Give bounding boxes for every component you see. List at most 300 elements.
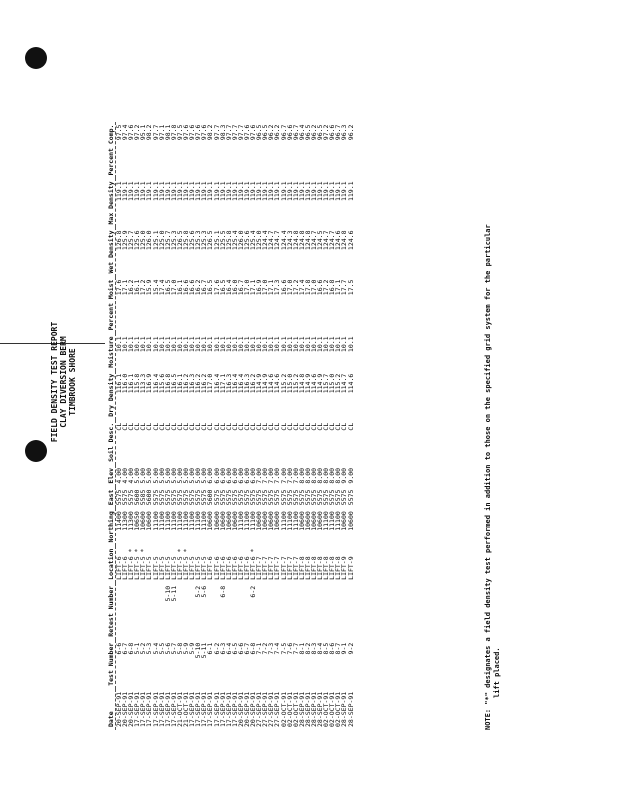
table-cell: 114.6 — [267, 373, 276, 394]
table-cell: LIFT-5 * — [139, 548, 148, 580]
table-cell: 5575 — [316, 489, 325, 506]
table-cell: 6.00 — [242, 467, 251, 484]
table-cell: 10600 — [145, 511, 154, 531]
table-cell: 5-10 — [194, 642, 203, 659]
table-cell: 116.2 — [249, 373, 258, 394]
table-cell: 125.9 — [121, 230, 130, 251]
table-cell: 119.1 — [145, 181, 154, 202]
table-cell: CL — [346, 422, 355, 431]
column-header: Wet Density — [108, 227, 116, 276]
table-cell: 5575 — [175, 489, 184, 506]
table-cell: 124.7 — [322, 230, 331, 251]
table-cell: 97.7 — [236, 124, 245, 141]
table-cell: 5-5 — [157, 642, 166, 655]
table-cell: 124.3 — [285, 230, 294, 251]
table-cell: 6-6 — [115, 642, 123, 655]
table-cell: 124.7 — [267, 230, 276, 251]
table-cell: 119.1 — [322, 181, 331, 202]
table-cell: 114.9 — [316, 373, 325, 394]
table-cell: CL — [249, 422, 258, 431]
table-cell: 8.00 — [328, 467, 337, 484]
table-cell: 10600 — [297, 511, 306, 531]
table-cell: 11100 — [291, 511, 300, 531]
table-cell: 17-SEP-91 — [206, 691, 215, 727]
column-header: Soil Desc. — [108, 420, 116, 465]
table-cell: 5575 — [121, 489, 130, 506]
table-cell: 5575 — [261, 489, 270, 506]
table-cell: 119.1 — [346, 181, 355, 202]
table-cell: 17.4 — [297, 279, 306, 296]
table-cell: 6-6 — [236, 642, 245, 655]
table-cell: 6.00 — [218, 467, 227, 484]
table-cell: 119.1 — [194, 181, 203, 202]
table-cell: 97.8 — [169, 124, 178, 141]
table-cell: 10.1 — [242, 336, 251, 353]
table-cell: 5-8 — [175, 642, 184, 655]
table-cell: 119.1 — [218, 181, 227, 202]
table-cell: 97.7 — [151, 124, 160, 141]
table-cell: 119.1 — [127, 181, 136, 202]
table-cell: 119.1 — [249, 181, 258, 202]
table-cell: 20-SEP-91 — [249, 691, 258, 727]
table-cell: 119.1 — [340, 181, 349, 202]
table-cell: LIFT-5 — [194, 556, 203, 580]
table-cell: LIFT-6 — [206, 556, 215, 580]
table-cell: 11100 — [285, 511, 294, 531]
table-cell: 28-SEP-91 — [310, 691, 318, 727]
table-cell: 125.3 — [200, 230, 209, 251]
table-cell: 96.2 — [267, 124, 276, 141]
table-cell: 96.4 — [297, 124, 306, 141]
table-cell: 17.1 — [267, 279, 276, 296]
table-cell: 5-11 — [169, 585, 178, 602]
table-cell: 119.1 — [273, 181, 282, 202]
table-cell: 17-SEP-91 — [157, 691, 166, 727]
table-cell: 16.6 — [182, 279, 191, 296]
table-cell: 6-1 — [206, 642, 215, 655]
table-cell: 28-SEP-91 — [340, 691, 349, 727]
table-cell: 125.0 — [255, 230, 264, 251]
table-cell: LIFT-9 — [340, 556, 349, 580]
table-cell: 114.9 — [303, 373, 312, 394]
table-cell: 02-OCT-91 — [322, 691, 331, 727]
table-cell: 119.1 — [157, 181, 166, 202]
table-cell: 5575 — [163, 489, 172, 506]
table-cell: 6-2 — [212, 642, 221, 655]
table-cell: 17.3 — [273, 279, 282, 296]
table-cell: 5-11 — [200, 642, 209, 659]
table-cell: 5575 — [267, 489, 276, 506]
table-cell: 17-SEP-91 — [224, 691, 233, 727]
table-cell: 119.1 — [163, 181, 172, 202]
table-cell: 27-SEP-91 — [267, 691, 276, 727]
table-cell: 115.7 — [322, 373, 331, 394]
table-cell: 5-4 — [151, 642, 160, 655]
table-cell: 96.6 — [285, 124, 294, 141]
table-cell: 10600 — [310, 511, 318, 531]
table-cell: CL — [212, 422, 221, 431]
table-cell: 97.7 — [212, 124, 221, 141]
table-cell: 125.0 — [139, 230, 148, 251]
table-cell: 116.3 — [242, 373, 251, 394]
table-cell: 125.6 — [188, 230, 197, 251]
table-cell: 6.00 — [224, 467, 233, 484]
table-cell: 116.3 — [188, 373, 197, 394]
table-cell: 02-OCT-91 — [328, 691, 337, 727]
table-cell: 6-4 — [224, 642, 233, 655]
table-cell: 119.1 — [133, 181, 142, 202]
table-cell: 114.8 — [297, 373, 306, 394]
table-cell: 16.4 — [224, 279, 233, 296]
table-cell: 10.1 — [169, 336, 178, 353]
table-cell: 7-5 — [279, 642, 288, 655]
table-cell: 5575 — [157, 489, 166, 506]
table-cell: 119.1 — [151, 181, 160, 202]
table-cell: 10.1 — [297, 336, 306, 353]
table-cell: CL — [139, 422, 148, 431]
table-cell: CL — [285, 422, 294, 431]
table-cell: 10.1 — [200, 336, 209, 353]
table-cell: 5575 — [169, 489, 178, 506]
table-cell: 97.2 — [322, 124, 331, 141]
table-cell: 5-7 — [169, 642, 178, 655]
table-cell: 17.0 — [242, 279, 251, 296]
table-cell: 5575 — [236, 489, 245, 506]
table-cell: 17-SEP-91 — [194, 691, 203, 727]
table-cell: 17.0 — [310, 279, 318, 296]
table-cell: 116.3 — [224, 373, 233, 394]
table-cell: 116.2 — [200, 373, 209, 394]
table-cell: 16.8 — [328, 279, 337, 296]
column-header: East — [108, 487, 116, 509]
table-cell: 5575 — [115, 489, 123, 506]
table-cell: 28-SEP-91 — [316, 691, 325, 727]
table-cell: 119.1 — [291, 181, 300, 202]
table-cell: 16.9 — [255, 279, 264, 296]
table-cell: 5575 — [224, 489, 233, 506]
table-cell: 124.7 — [328, 230, 337, 251]
table-cell: 97.7 — [224, 124, 233, 141]
table-cell: 10.1 — [249, 336, 258, 353]
table-cell: 5575 — [303, 489, 312, 506]
table-cell: 114.6 — [346, 373, 355, 394]
table-cell: 96.5 — [316, 124, 325, 141]
table-cell: 119.1 — [224, 181, 233, 202]
table-cell: 114.6 — [273, 373, 282, 394]
table-cell: 119.1 — [255, 181, 264, 202]
table-cell: 21-OCT-91 — [175, 691, 184, 727]
table-cell: 5575 — [346, 489, 355, 506]
table-cell: CL — [175, 422, 184, 431]
table-cell: 96.7 — [291, 124, 300, 141]
table-cell: 5575 — [188, 489, 197, 506]
table-cell: 10600 — [218, 511, 227, 531]
column-header: Percent Comp. — [108, 122, 116, 179]
table-cell: 10600 — [303, 511, 312, 531]
density-table — [108, 122, 354, 730]
table-cell: 113.3 — [139, 373, 148, 394]
table-cell: LIFT-8 — [316, 556, 325, 580]
table-cell: 10.1 — [145, 336, 154, 353]
table-cell: 119.1 — [261, 181, 270, 202]
table-cell: 20-SEP-91 — [121, 691, 130, 727]
table-cell: 10.1 — [230, 336, 239, 353]
table-cell: 16.6 — [279, 279, 288, 296]
table-cell: 6-7 — [242, 642, 251, 655]
table-cell: 5.00 — [182, 467, 191, 484]
table-cell: 116.5 — [169, 373, 178, 394]
table-cell — [116, 583, 123, 640]
table-cell: 119.1 — [242, 181, 251, 202]
table-cell: 6.00 — [249, 467, 258, 484]
table-cell: 20-SEP-91 — [115, 691, 123, 727]
table-cell: 11300 — [121, 511, 130, 531]
table-cell: CL — [127, 422, 136, 431]
table-cell: 96.5 — [261, 124, 270, 141]
table-cell: 96.5 — [255, 124, 264, 141]
table-cell: 17-SEP-91 — [212, 691, 221, 727]
table-cell: 10.1 — [310, 336, 318, 353]
table-cell: 17.1 — [249, 279, 258, 296]
table-cell: LIFT-5 * — [182, 548, 191, 580]
table-cell: 10600 — [267, 511, 276, 531]
table-cell: 10.1 — [224, 336, 233, 353]
table-cell: 8.00 — [303, 467, 312, 484]
table-cell: 9-2 — [346, 642, 355, 655]
table-cell: 10600 — [206, 511, 215, 531]
table-cell: 125.8 — [224, 230, 233, 251]
table-cell: LIFT-5 — [157, 556, 166, 580]
table-cell: LIFT-8 — [322, 556, 331, 580]
table-cell: 16.5 — [218, 279, 227, 296]
table-cell: 119.1 — [334, 181, 343, 202]
table-cell: 115.2 — [291, 373, 300, 394]
table-cell: 119.1 — [236, 181, 245, 202]
table-cell: 10.1 — [340, 336, 349, 353]
table-body — [116, 122, 354, 730]
table-cell: 7.00 — [267, 467, 276, 484]
table-cell: 17-SEP-91 — [151, 691, 160, 727]
table-cell: CL — [133, 422, 142, 431]
table-cell: 5.00 — [139, 467, 148, 484]
table-cell: 11100 — [328, 511, 337, 531]
table-cell: 116.2 — [194, 373, 203, 394]
table-cell: 6-3 — [218, 642, 227, 655]
table-cell: 6.00 — [230, 467, 239, 484]
table-cell: CL — [291, 422, 300, 431]
table-cell: 10600 — [212, 511, 221, 531]
table-cell: 17.2 — [139, 279, 148, 296]
table-cell: 10600 — [346, 511, 355, 531]
table-cell: 126.5 — [206, 230, 215, 251]
table-cell: CL — [273, 422, 282, 431]
table-cell: LIFT-5 — [200, 556, 209, 580]
table-cell: 11100 — [169, 511, 178, 531]
table-cell: LIFT-6 — [218, 556, 227, 580]
table-cell: 125.4 — [230, 230, 239, 251]
table-cell: 124.4 — [261, 230, 270, 251]
table-cell: 97.6 — [242, 124, 251, 141]
table-cell: 11100 — [200, 511, 209, 531]
table-cell: 10600 — [340, 511, 349, 531]
table-cell: 96.3 — [340, 124, 349, 141]
table-cell: 11100 — [163, 511, 172, 531]
table-cell: 125.3 — [194, 230, 203, 251]
table-cell: 11100 — [151, 511, 160, 531]
table-cell: 124.8 — [303, 230, 312, 251]
table-cell: 119.1 — [279, 181, 288, 202]
table-cell: LIFT-8 — [310, 556, 318, 580]
table-cell: 96.2 — [273, 124, 282, 141]
table-cell: 114.9 — [261, 373, 270, 394]
table-cell — [348, 583, 354, 640]
table-cell: 9.00 — [346, 467, 355, 484]
table-cell: 20-SEP-91 — [242, 691, 251, 727]
table-cell: 119.1 — [206, 181, 215, 202]
table-cell: 119.1 — [169, 181, 178, 202]
table-cell: 8-6 — [328, 642, 337, 655]
table-cell: 10.1 — [127, 336, 136, 353]
table-cell: 96.6 — [328, 124, 337, 141]
table-cell: 6.00 — [206, 467, 215, 484]
table-cell: LIFT-6 * — [249, 548, 258, 580]
table-cell: 5-6 — [163, 642, 172, 655]
table-cell: 10600 — [261, 511, 270, 531]
table-cell: 17.1 — [334, 279, 343, 296]
table-cell: 119.1 — [303, 181, 312, 202]
table-cell: 7-1 — [255, 642, 264, 655]
table-cell: 10.1 — [316, 336, 325, 353]
table-cell: 116.4 — [236, 373, 245, 394]
table-cell: 16.2 — [194, 279, 203, 296]
table-cell: 20-SEP-91 — [127, 691, 136, 727]
table-cell: 11100 — [334, 511, 343, 531]
table-cell: 5.00 — [163, 467, 172, 484]
table-cell: 115.2 — [334, 373, 343, 394]
table-cell: 97.6 — [188, 124, 197, 141]
table-cell: 5575 — [230, 489, 239, 506]
table-cell: 126.0 — [145, 230, 154, 251]
table-cell: 8-7 — [334, 642, 343, 655]
table-cell: 5-9 — [182, 642, 191, 655]
table-cell: 4.00 — [115, 467, 123, 484]
table-cell: 5-10 — [163, 585, 172, 602]
table-cell: 8.00 — [322, 467, 331, 484]
table-cell: 02-OCT-91 — [279, 691, 288, 727]
table-cell: 114.7 — [340, 373, 349, 394]
table-cell: 6.00 — [236, 467, 245, 484]
table-cell: 5.00 — [169, 467, 178, 484]
table-cell: 17.7 — [340, 279, 349, 296]
table-cell: 95.1 — [139, 124, 148, 141]
table-cell: 124.8 — [340, 230, 349, 251]
table-cell: LIFT-7 — [285, 556, 294, 580]
table-cell: 8.00 — [316, 467, 325, 484]
table-cell: 96.7 — [334, 124, 343, 141]
table-cell: 96.7 — [279, 124, 288, 141]
table-cell: 10600 — [273, 511, 282, 531]
table-cell: 5-1 — [133, 642, 142, 655]
table-cell: 17.5 — [346, 279, 355, 296]
table-cell: 5575 — [297, 489, 306, 506]
table-cell: 11100 — [194, 511, 203, 531]
table-cell: 115.6 — [157, 373, 166, 394]
table-cell: 7-2 — [261, 642, 270, 655]
table-cell: 5575 — [212, 489, 221, 506]
table-cell: LIFT-5 — [188, 556, 197, 580]
table-cell: 16.7 — [236, 279, 245, 296]
table-cell: 98.2 — [206, 124, 215, 141]
column-header: Location — [108, 546, 116, 583]
table-row — [348, 122, 354, 730]
footnote-line-1: NOTE: "*" designates a field density test performed in addition to those on the specified grid system for the particular — [484, 224, 492, 730]
table-cell: 27-SEP-91 — [261, 691, 270, 727]
table-cell: 10.1 — [255, 336, 264, 353]
table-cell: 5.00 — [157, 467, 166, 484]
table-cell: 20-SEP-91 — [236, 691, 245, 727]
table-cell: 17.6 — [115, 279, 123, 296]
table-cell: 96.2 — [346, 124, 355, 141]
table-cell: 124.7 — [310, 230, 318, 251]
table-cell: 28-SEP-91 — [346, 691, 355, 727]
table-cell: 11100 — [236, 511, 245, 531]
table-cell: 11100 — [188, 511, 197, 531]
table-cell: 10.1 — [133, 336, 142, 353]
table-cell: 5575 — [151, 489, 160, 506]
table-cell: 5600 — [133, 489, 142, 506]
table-cell: 11400 — [115, 511, 123, 531]
table-cell: 97.6 — [194, 124, 203, 141]
table-cell: 10600 — [255, 511, 264, 531]
table-cell: 7-4 — [273, 642, 282, 655]
table-cell: 124.8 — [297, 230, 306, 251]
table-cell: 8-2 — [303, 642, 312, 655]
table-cell: 7.00 — [261, 467, 270, 484]
table-cell: LIFT-5 — [169, 556, 178, 580]
table-cell: 97.6 — [182, 124, 191, 141]
table-cell: LIFT-6 * — [127, 548, 136, 580]
title-line-1: FIELD DENSITY TEST REPORT — [50, 321, 59, 443]
table-cell: CL — [200, 422, 209, 431]
table-cell: 28-SEP-91 — [303, 691, 312, 727]
table-cell: CL — [242, 422, 251, 431]
table-cell: 116.1 — [175, 373, 184, 394]
table-cell: 5.00 — [194, 467, 203, 484]
table-cell: 5575 — [310, 489, 318, 506]
table-cell: 97.6 — [127, 124, 136, 141]
table-cell: LIFT-6 — [236, 556, 245, 580]
table-cell: CL — [297, 422, 306, 431]
table-cell: 7.00 — [285, 467, 294, 484]
table-cell: 116.9 — [145, 373, 154, 394]
table-cell: CL — [230, 422, 239, 431]
table-cell: 125.5 — [218, 230, 227, 251]
table-cell: 124.7 — [273, 230, 282, 251]
table-cell: 21-OCT-91 — [182, 691, 191, 727]
table-cell: 10.1 — [261, 336, 270, 353]
table-cell: 10.1 — [273, 336, 282, 353]
table-cell: LIFT-6 — [230, 556, 239, 580]
table-cell: 9.00 — [340, 467, 349, 484]
table-cell: 6-8 — [218, 585, 227, 598]
table-cell: 02-OCT-91 — [285, 691, 294, 727]
table-cell: 97.7 — [230, 124, 239, 141]
table-cell: CL — [206, 422, 215, 431]
table-cell: 11100 — [279, 511, 288, 531]
table-cell: 16.1 — [175, 279, 184, 296]
table-cell: 96.2 — [310, 124, 318, 141]
table-cell: 10.1 — [291, 336, 300, 353]
